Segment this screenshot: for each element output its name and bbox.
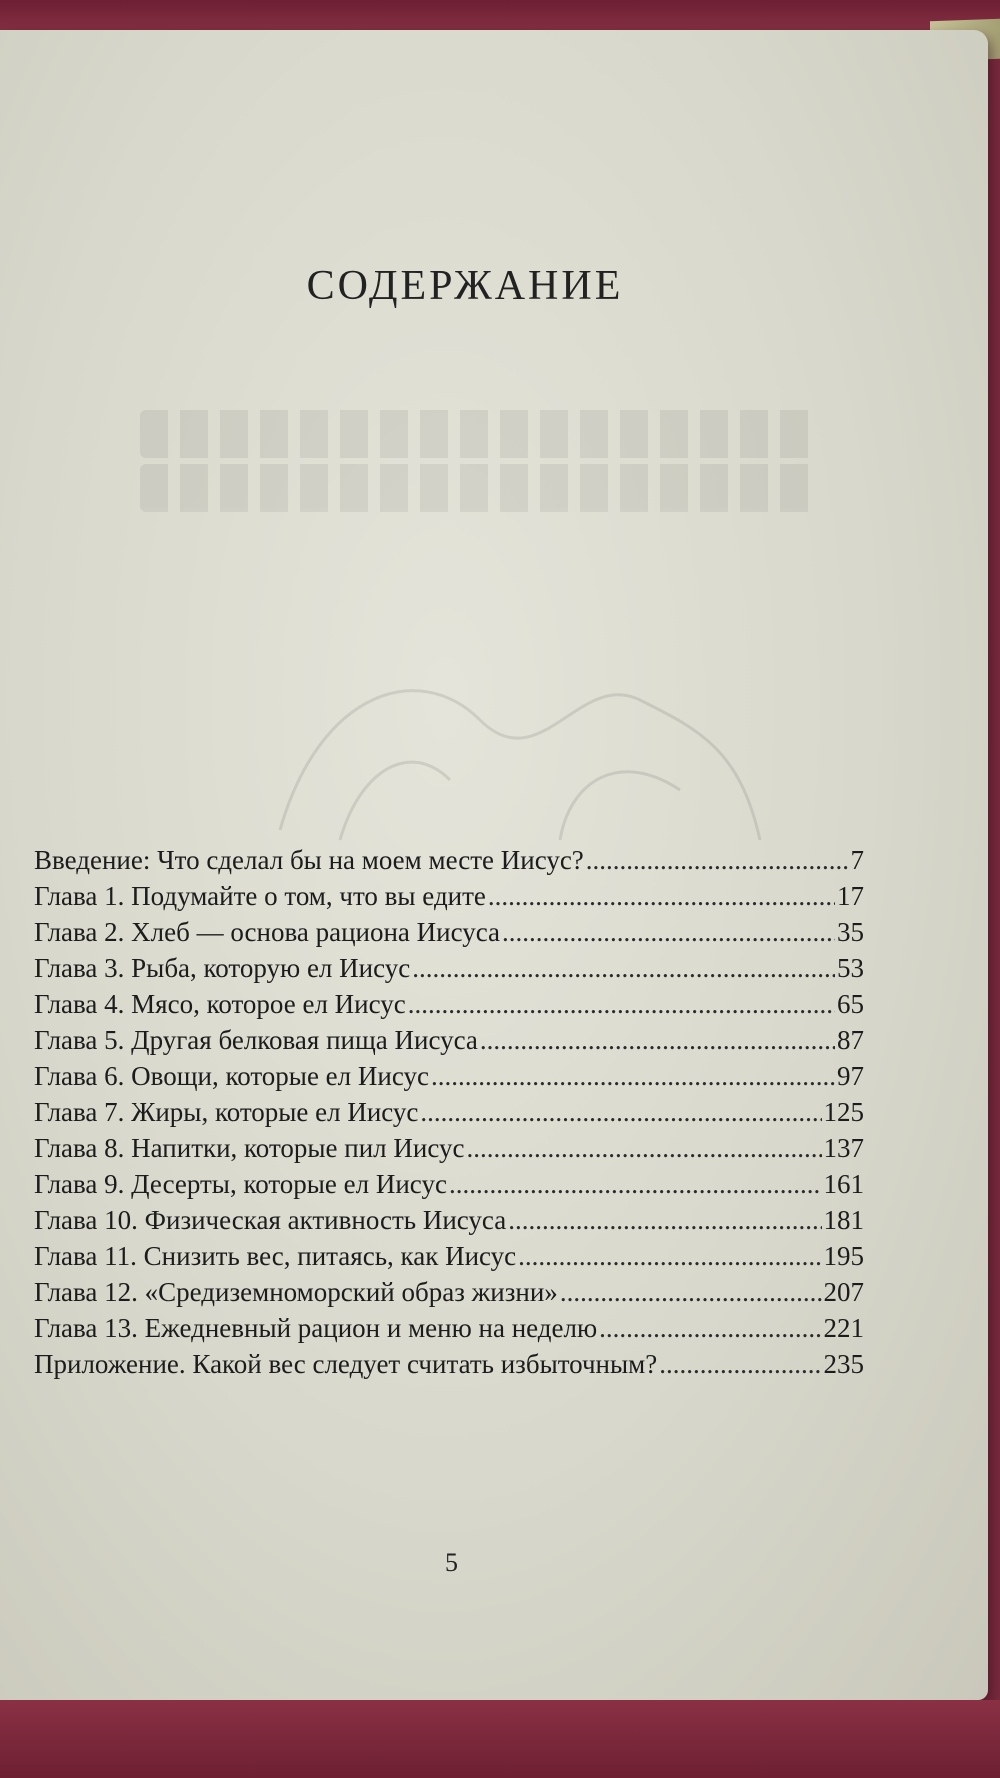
toc-entry-page: 181 bbox=[823, 1205, 864, 1235]
toc-leader-dots bbox=[586, 845, 849, 876]
toc-leader-dots bbox=[508, 1205, 821, 1236]
show-through-illustration bbox=[260, 630, 780, 860]
toc-entry-appendix bbox=[34, 1349, 864, 1385]
toc-entry-chapter-5 bbox=[34, 1025, 864, 1061]
toc-entry-label: Глава 3. Рыба, которую ел Иисус bbox=[34, 953, 411, 983]
toc-leader-dots bbox=[518, 1241, 821, 1272]
toc-entry-label: Глава 1. Подумайте о том, что вы едите bbox=[34, 881, 486, 911]
toc-leader-dots bbox=[412, 953, 835, 984]
toc-entry-label: Глава 4. Мясо, которое ел Иисус bbox=[34, 989, 406, 1019]
toc-leader-dots bbox=[449, 1169, 822, 1200]
toc-entry-page: 221 bbox=[823, 1313, 864, 1343]
toc-entry-chapter-10 bbox=[34, 1205, 864, 1241]
toc-entry-page: 53 bbox=[837, 953, 864, 983]
toc-leader-dots bbox=[659, 1349, 821, 1380]
toc-entry-intro bbox=[34, 845, 864, 881]
toc-leader-dots bbox=[488, 881, 835, 912]
toc-entry-label: Приложение. Какой вес следует считать избыточным? bbox=[34, 1349, 658, 1379]
toc-leader-dots bbox=[599, 1313, 821, 1344]
toc-entry-label: Глава 11. Снизить вес, питаясь, как Иисус bbox=[34, 1241, 517, 1271]
toc-leader-dots bbox=[466, 1133, 821, 1164]
toc-entry-chapter-1 bbox=[34, 881, 864, 917]
toc-entry-page: 7 bbox=[850, 845, 864, 875]
toc-leader-dots bbox=[502, 917, 835, 948]
toc-entry-label: Введение: Что сделал бы на моем месте Иисус? bbox=[34, 845, 584, 875]
toc-entry-chapter-8 bbox=[34, 1133, 864, 1169]
toc-entry-label: Глава 13. Ежедневный рацион и меню на неделю bbox=[34, 1313, 598, 1343]
toc-entry-chapter-3 bbox=[34, 953, 864, 989]
toc-leader-dots bbox=[560, 1277, 822, 1308]
toc-entry-label: Глава 8. Напитки, которые пил Иисус bbox=[34, 1133, 465, 1163]
toc-leader-dots bbox=[480, 1025, 835, 1056]
toc-entry-label: Глава 6. Овощи, которые ел Иисус bbox=[34, 1061, 429, 1091]
toc-entry-page: 97 bbox=[837, 1061, 864, 1091]
toc-leader-dots bbox=[408, 989, 835, 1020]
toc-entry-page: 195 bbox=[823, 1241, 864, 1271]
table-of-contents bbox=[34, 845, 864, 1385]
toc-entry-chapter-9 bbox=[34, 1169, 864, 1205]
background-bottom bbox=[0, 1700, 1000, 1778]
toc-entry-page: 235 bbox=[823, 1349, 864, 1379]
page-title: СОДЕРЖАНИЕ bbox=[306, 263, 624, 309]
toc-entry-page: 125 bbox=[823, 1097, 864, 1127]
toc-entry-page: 87 bbox=[837, 1025, 864, 1055]
toc-entry-page: 207 bbox=[823, 1277, 864, 1307]
toc-entry-label: Глава 12. «Средиземноморский образ жизни» bbox=[34, 1277, 558, 1307]
toc-entry-label: Глава 10. Физическая активность Иисуса bbox=[34, 1205, 507, 1235]
toc-entry-chapter-7 bbox=[34, 1097, 864, 1133]
page-number: 5 bbox=[445, 1548, 458, 1577]
toc-entry-chapter-6 bbox=[34, 1061, 864, 1097]
toc-leader-dots bbox=[431, 1061, 835, 1092]
toc-entry-label: Глава 2. Хлеб — основа рациона Иисуса bbox=[34, 917, 501, 947]
toc-entry-page: 65 bbox=[837, 989, 864, 1019]
toc-entry-chapter-11 bbox=[34, 1241, 864, 1277]
toc-entry-chapter-12 bbox=[34, 1277, 864, 1313]
toc-entry-label: Глава 5. Другая белковая пища Иисуса bbox=[34, 1025, 478, 1055]
toc-leader-dots bbox=[420, 1097, 821, 1128]
show-through-text bbox=[140, 410, 820, 530]
toc-entry-page: 137 bbox=[823, 1133, 864, 1163]
toc-entry-page: 17 bbox=[837, 881, 864, 911]
toc-entry-page: 35 bbox=[837, 917, 864, 947]
toc-entry-label: Глава 9. Десерты, которые ел Иисус bbox=[34, 1169, 447, 1199]
toc-entry-label: Глава 7. Жиры, которые ел Иисус bbox=[34, 1097, 419, 1127]
toc-entry-chapter-4 bbox=[34, 989, 864, 1025]
toc-entry-chapter-13 bbox=[34, 1313, 864, 1349]
toc-entry-page: 161 bbox=[823, 1169, 864, 1199]
toc-entry-chapter-2 bbox=[34, 917, 864, 953]
